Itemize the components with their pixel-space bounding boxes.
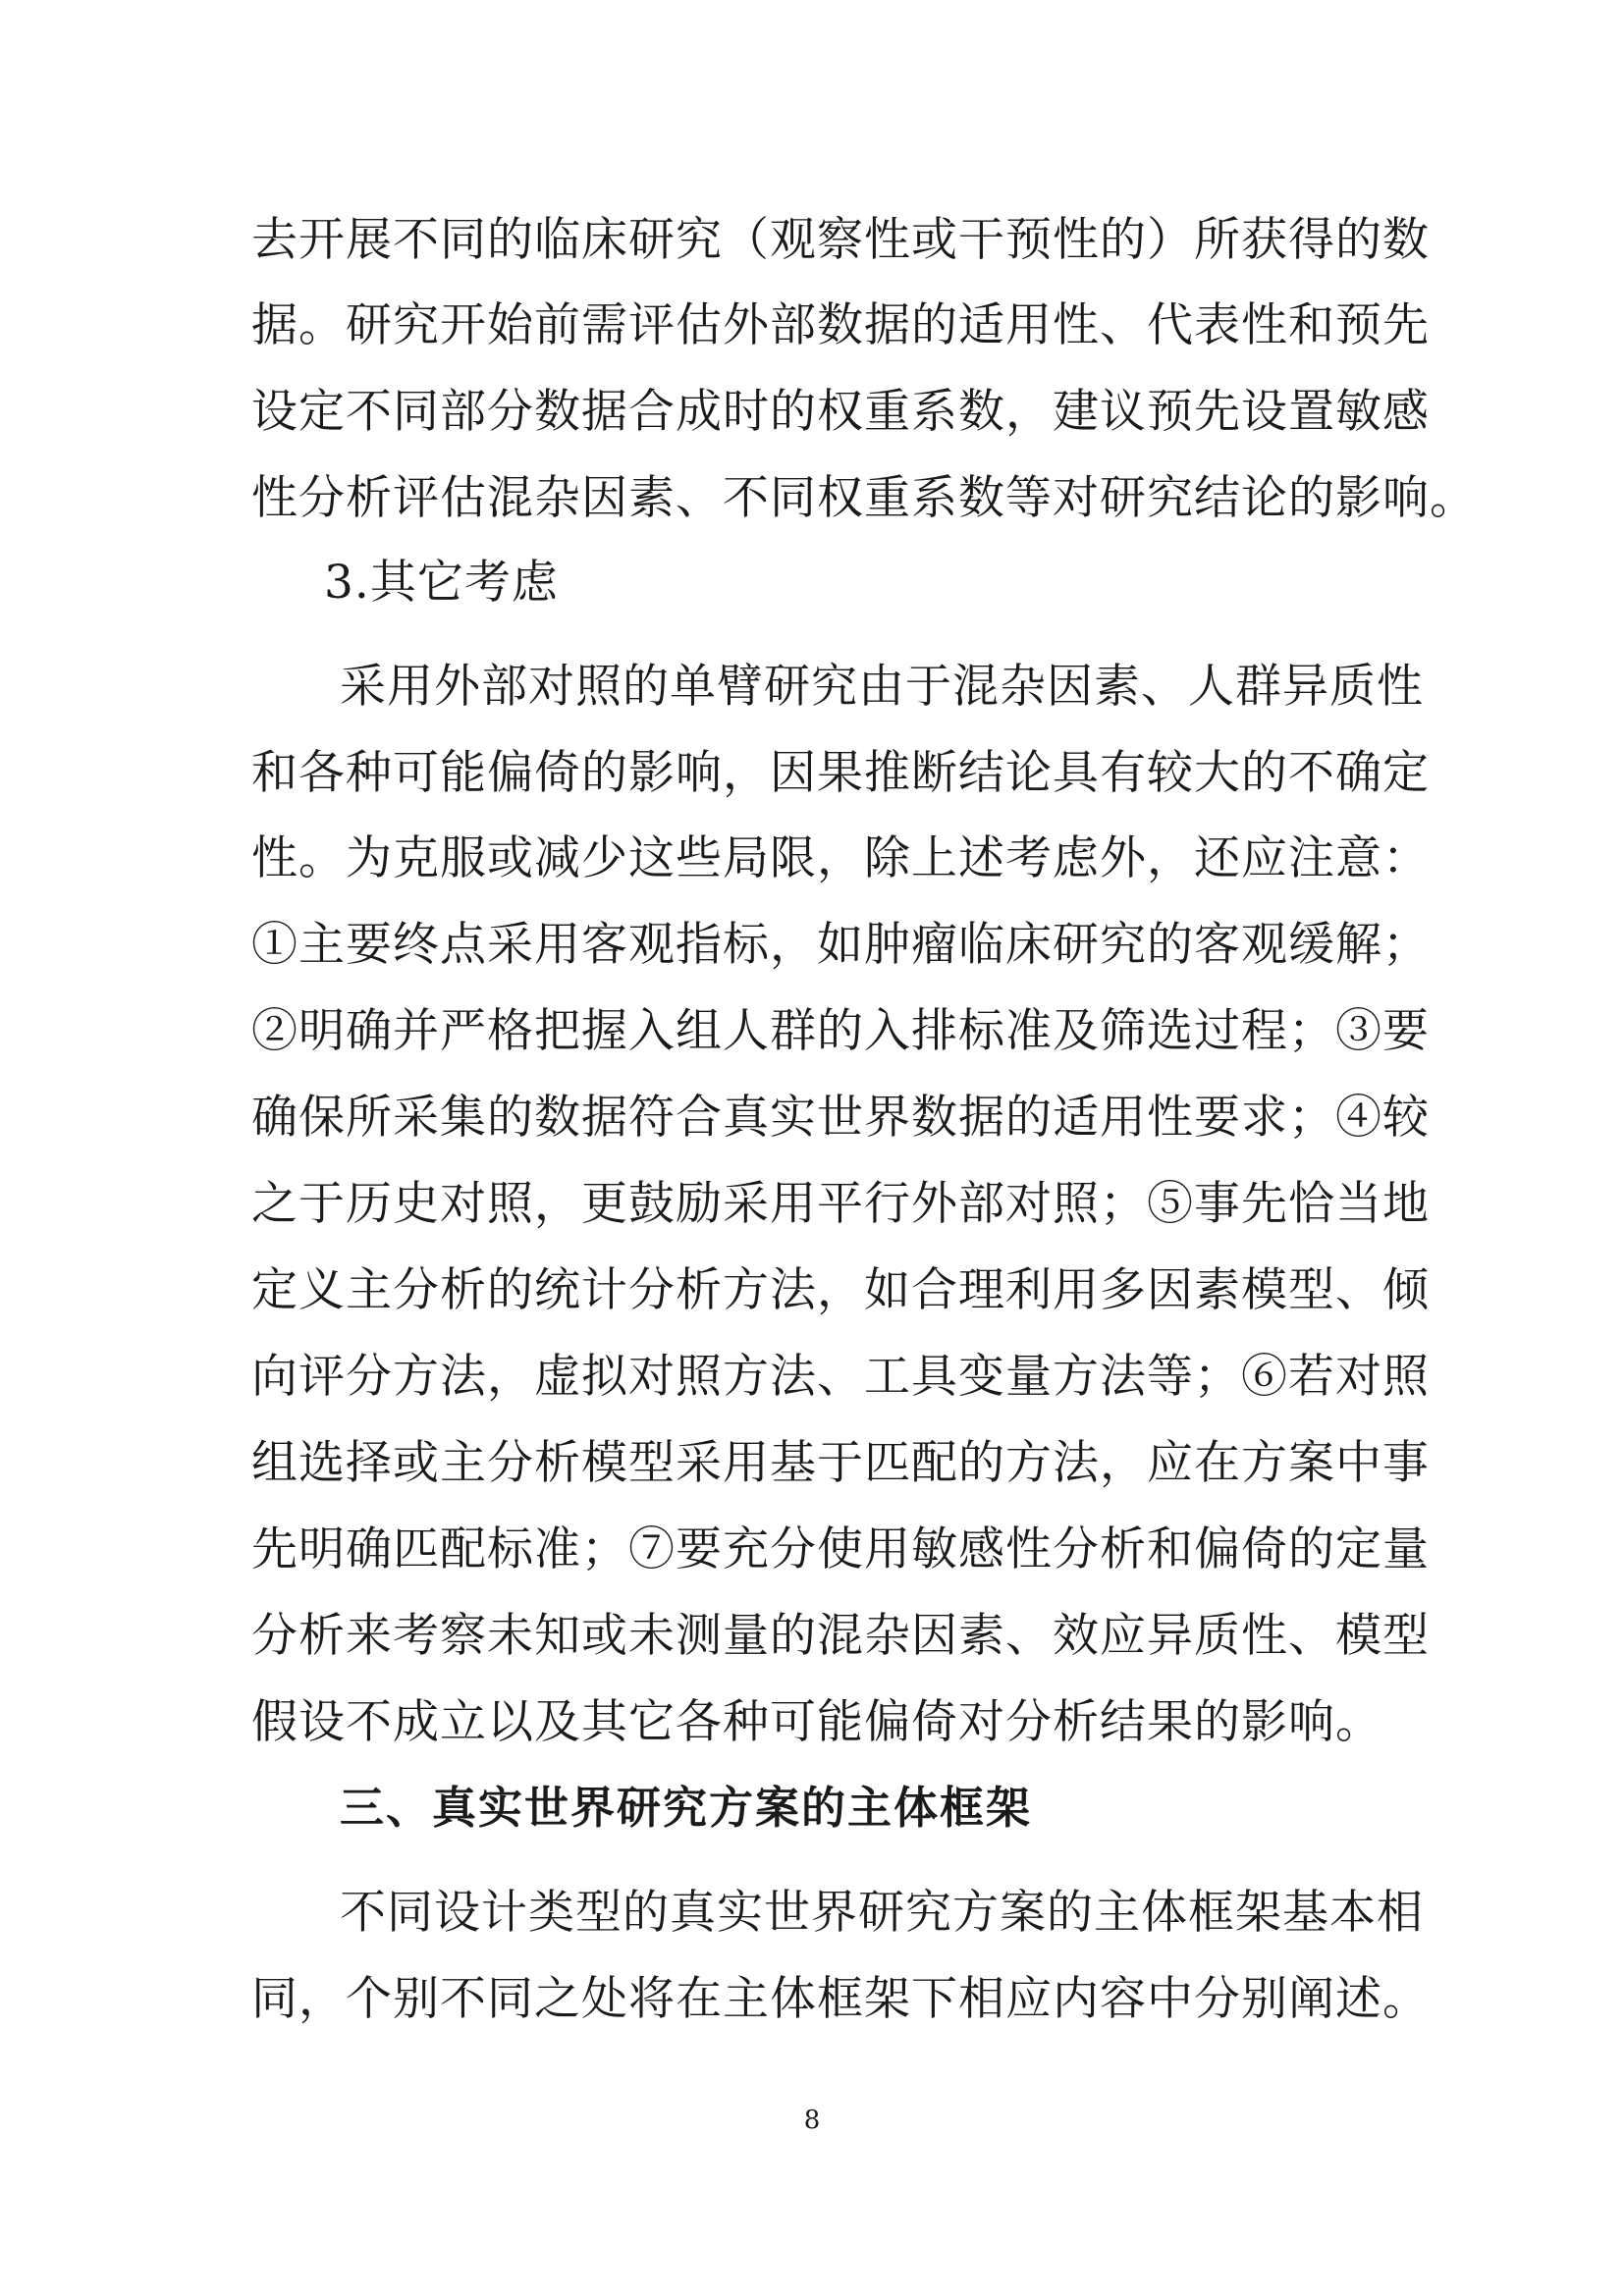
paragraph-2-line-11: 先明确匹配标准；⑦要充分使用敏感性分析和偏倚的定量 <box>251 1522 1430 1576</box>
paragraph-2-line-12: 分析来考察未知或未测量的混杂因素、效应异质性、模型 <box>251 1609 1430 1663</box>
paragraph-2-line-6: 确保所采集的数据符合真实世界数据的适用性要求；④较 <box>251 1091 1430 1145</box>
section-3-title: 3.其它考虑 <box>324 556 559 610</box>
paragraph-2-line-13: 假设不成立以及其它各种可能偏倚对分析结果的影响。 <box>251 1695 1382 1749</box>
paragraph-1-line-2: 据。研究开始前需评估外部数据的适用性、代表性和预先 <box>251 298 1430 352</box>
paragraph-2-line-4: ①主要终点采用客观指标，如肿瘤临床研究的客观缓解； <box>251 918 1430 972</box>
paragraph-2-line-3: 性。为克服或减少这些局限，除上述考虑外，还应注意： <box>251 831 1430 885</box>
paragraph-1-line-1: 去开展不同的临床研究（观察性或干预性的）所获得的数 <box>251 213 1430 267</box>
paragraph-2-line-7: 之于历史对照，更鼓励采用平行外部对照；⑤事先恰当地 <box>251 1177 1430 1231</box>
paragraph-1-line-3: 设定不同部分数据合成时的权重系数，建议预先设置敏感 <box>251 385 1430 439</box>
paragraph-2-line-8: 定义主分析的统计分析方法，如合理利用多因素模型、倾 <box>251 1263 1430 1317</box>
page-number: 8 <box>803 2106 821 2135</box>
paragraph-2-line-5: ②明确并严格把握入组人群的入排标准及筛选过程；③要 <box>251 1004 1430 1058</box>
paragraph-2-line-1: 采用外部对照的单臂研究由于混杂因素、人群异质性 <box>340 660 1424 714</box>
paragraph-2-line-2: 和各种可能偏倚的影响，因果推断结论具有较大的不确定 <box>251 746 1430 800</box>
paragraph-3-line-2: 同，个别不同之处将在主体框架下相应内容中分别阐述。 <box>251 1972 1430 2026</box>
paragraph-2-line-10: 组选择或主分析模型采用基于匹配的方法，应在方案中事 <box>251 1436 1430 1490</box>
paragraph-3-line-1: 不同设计类型的真实世界研究方案的主体框架基本相 <box>340 1886 1424 1940</box>
paragraph-2-line-9: 向评分方法，虚拟对照方法、工具变量方法等；⑥若对照 <box>251 1350 1430 1404</box>
section-three-heading: 三、真实世界研究方案的主体框架 <box>340 1782 1033 1834</box>
paragraph-1-line-4: 性分析评估混杂因素、不同权重系数等对研究结论的影响。 <box>251 471 1477 525</box>
